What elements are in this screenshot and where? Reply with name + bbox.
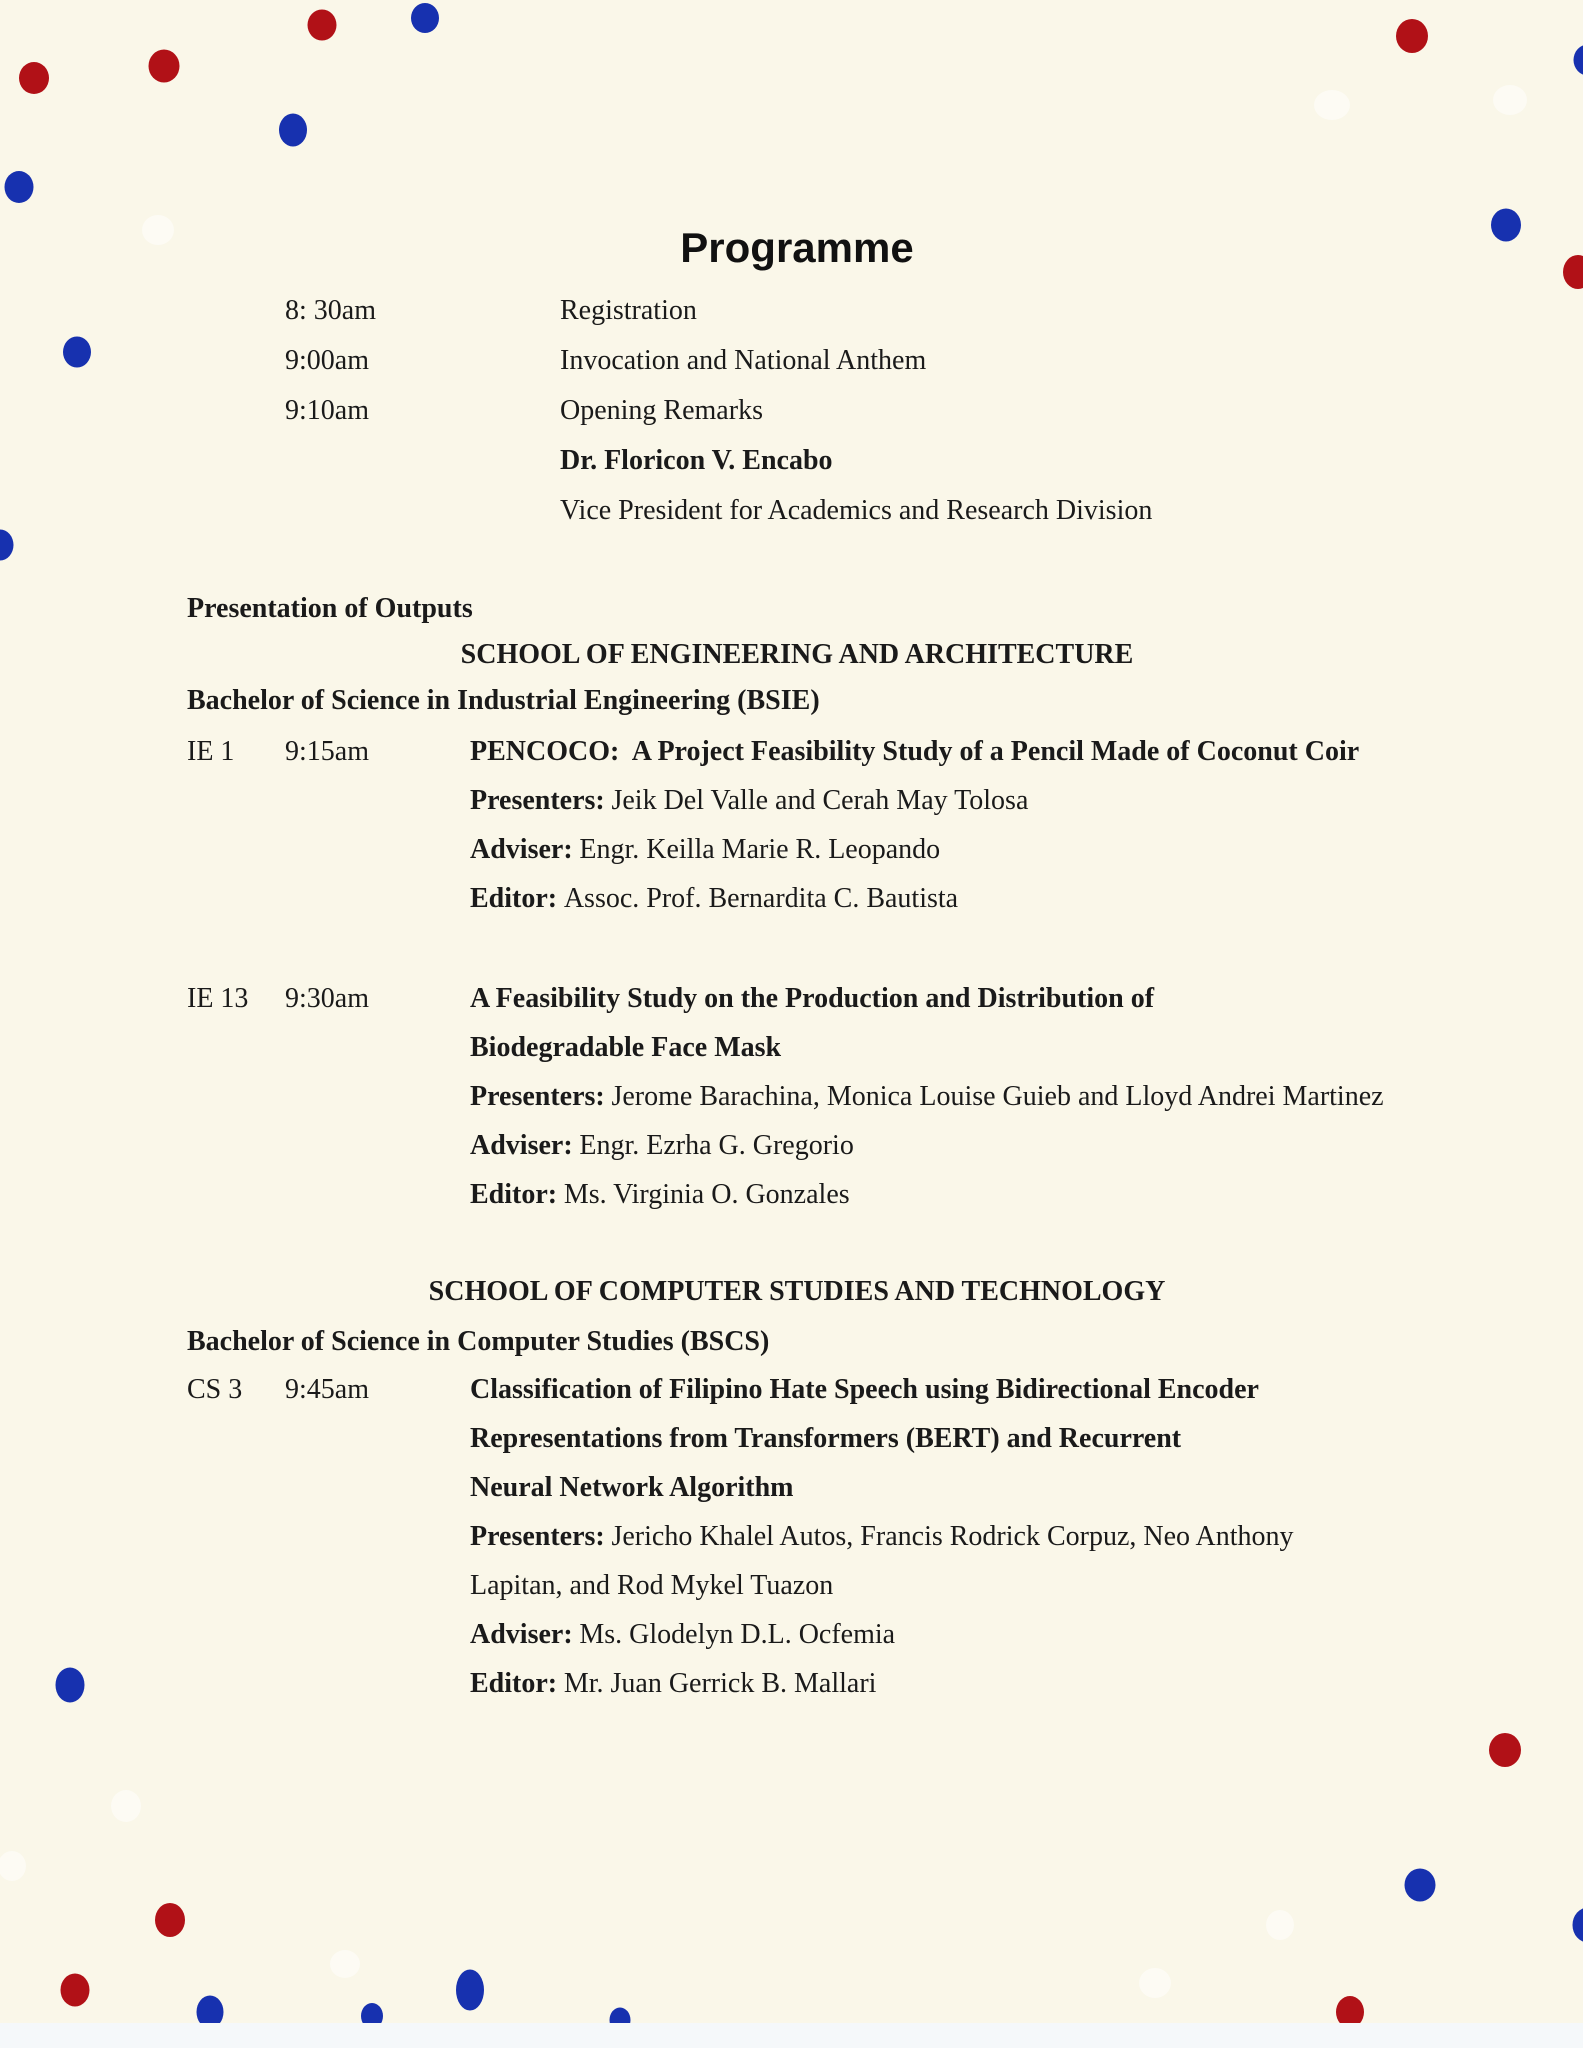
page-edge-band [0, 2023, 1583, 2048]
editor-label: Editor: [470, 1179, 558, 1210]
indent [187, 386, 285, 436]
entry-row [187, 974, 1517, 1023]
adviser-label: Adviser: [470, 1619, 573, 1650]
entry-time: 9:15am [285, 736, 369, 767]
indent [285, 1561, 470, 1610]
editor-value: Ms. Virginia O. Gonzales [563, 1179, 850, 1210]
indent [285, 1463, 470, 1512]
program-header-bsie: Bachelor of Science in Industrial Engineering (BSIE) [187, 685, 820, 716]
entry-row [187, 825, 1517, 874]
adviser-label: Adviser: [470, 834, 573, 865]
indent [187, 1170, 285, 1219]
desc-cell: Invocation and National Anthem [560, 345, 927, 376]
indent [187, 286, 285, 336]
indent [285, 1121, 470, 1170]
editor-line [470, 1170, 1517, 1219]
confetti-dot-red [149, 50, 180, 83]
entry-row [187, 1512, 1517, 1561]
indent [187, 874, 285, 923]
program-header-bscs: Bachelor of Science in Computer Studies (BSCS) [187, 1326, 770, 1357]
indent [187, 1561, 285, 1610]
indent [187, 1414, 285, 1463]
schedule-row [187, 286, 1517, 336]
presenters-value: Jericho Khalel Autos, Francis Rodrick Corpuz, Neo Anthony [611, 1521, 1294, 1552]
indent [187, 1512, 285, 1561]
editor-line [470, 874, 1517, 923]
adviser-value: Ms. Glodelyn D.L. Ocfemia [579, 1619, 896, 1650]
entry-row [187, 1072, 1517, 1121]
indent [285, 1610, 470, 1659]
page-title: Programme [680, 224, 914, 271]
confetti-dot-blue [63, 337, 91, 368]
entry-row [187, 1610, 1517, 1659]
confetti-dot-white [0, 1851, 26, 1881]
confetti-dot-blue [0, 530, 14, 561]
confetti-dot-red [1489, 1733, 1521, 1767]
confetti-dot-white [111, 1790, 141, 1822]
entry-row [187, 1463, 1517, 1512]
entry-title-line: Neural Network Algorithm [470, 1472, 794, 1503]
time-cell [285, 486, 560, 536]
entry-title-line: PENCOCO: A Project Feasibility Study of a Pencil Made of Coconut Coir [470, 736, 1360, 767]
presenters-line [470, 776, 1517, 825]
indent [285, 1512, 470, 1561]
presenters-value: Jerome Barachina, Monica Louise Guieb and Lloyd Andrei Martinez [611, 1081, 1384, 1112]
confetti-dot-red [1563, 255, 1583, 289]
entry-title-line: Classification of Filipino Hate Speech using Bidirectional Encoder [470, 1374, 1259, 1405]
confetti-dot-red [19, 62, 49, 94]
entry-row [187, 1561, 1517, 1610]
indent [285, 874, 470, 923]
indent [285, 825, 470, 874]
entry-ie13 [187, 974, 1517, 1219]
indent [187, 436, 285, 486]
confetti-dot-white [330, 1950, 360, 1978]
indent [187, 1121, 285, 1170]
editor-line [470, 1659, 1517, 1708]
editor-value: Assoc. Prof. Bernardita C. Bautista [563, 883, 959, 914]
entry-time: 9:45am [285, 1374, 369, 1405]
indent [187, 336, 285, 386]
confetti-dot-blue [1574, 45, 1583, 76]
adviser-line [470, 825, 1517, 874]
school-header-engineering: SCHOOL OF ENGINEERING AND ARCHITECTURE [460, 639, 1134, 670]
indent [187, 1023, 285, 1072]
schedule [187, 286, 1517, 536]
school-header-computer-studies: SCHOOL OF COMPUTER STUDIES AND TECHNOLOGY [428, 1276, 1166, 1307]
entry-row [187, 1023, 1517, 1072]
presenters-line [470, 1072, 1517, 1121]
editor-value: Mr. Juan Gerrick B. Mallari [563, 1668, 877, 1699]
indent [187, 1659, 285, 1708]
section-label: Presentation of Outputs [187, 593, 473, 624]
presenters-label: Presenters: [470, 1521, 605, 1552]
speaker-role: Vice President for Academics and Research Division [560, 495, 1153, 526]
indent [187, 1463, 285, 1512]
confetti-dot-white [1266, 1910, 1294, 1940]
confetti-dot-blue [456, 1970, 484, 2011]
indent [285, 1072, 470, 1121]
entry-cs3 [187, 1365, 1517, 1708]
time-cell: 9:10am [285, 395, 369, 426]
entry-code: CS 3 [187, 1374, 243, 1405]
time-cell [285, 436, 560, 486]
adviser-line [470, 1121, 1517, 1170]
adviser-value: Engr. Ezrha G. Gregorio [579, 1130, 854, 1161]
entry-code: IE 13 [187, 983, 249, 1014]
presenters-value: Jeik Del Valle and Cerah May Tolosa [611, 785, 1029, 816]
confetti-dot-white [142, 215, 174, 245]
presenters-line [470, 1512, 1517, 1561]
editor-label: Editor: [470, 1668, 558, 1699]
entry-row [187, 1121, 1517, 1170]
entry-row [187, 874, 1517, 923]
confetti-dot-blue [1573, 1908, 1583, 1943]
indent [285, 1023, 470, 1072]
entry-row [187, 1365, 1517, 1414]
entry-code: IE 1 [187, 736, 235, 767]
time-cell: 9:00am [285, 345, 369, 376]
indent [285, 1414, 470, 1463]
presenters-label: Presenters: [470, 785, 605, 816]
confetti-dot-blue [5, 171, 34, 203]
entry-row [187, 1659, 1517, 1708]
entry-title-line: A Feasibility Study on the Production and Distribution of [470, 983, 1155, 1014]
confetti-dot-red [61, 1974, 90, 2007]
indent [285, 776, 470, 825]
desc-cell: Opening Remarks [560, 395, 763, 426]
schedule-row [187, 436, 1517, 486]
confetti-dot-white [1139, 1968, 1171, 1998]
schedule-row [187, 486, 1517, 536]
speaker-name: Dr. Floricon V. Encabo [560, 445, 833, 476]
entry-row [187, 1414, 1517, 1463]
indent [187, 1072, 285, 1121]
entry-row [187, 1170, 1517, 1219]
entry-time: 9:30am [285, 983, 369, 1014]
confetti-dot-blue [56, 1668, 85, 1703]
confetti-dot-blue [1405, 1869, 1436, 1902]
presenters-continuation: Lapitan, and Rod Mykel Tuazon [470, 1570, 834, 1601]
adviser-label: Adviser: [470, 1130, 573, 1161]
indent [187, 776, 285, 825]
indent [187, 1610, 285, 1659]
confetti-dot-red [155, 1903, 185, 1937]
entry-row [187, 776, 1517, 825]
indent [187, 486, 285, 536]
entry-ie1 [187, 727, 1517, 923]
presenters-label: Presenters: [470, 1081, 605, 1112]
indent [285, 1659, 470, 1708]
indent [187, 825, 285, 874]
adviser-line [470, 1610, 1517, 1659]
entry-title-line: Biodegradable Face Mask [470, 1032, 782, 1063]
time-cell: 8: 30am [285, 295, 376, 326]
adviser-value: Engr. Keilla Marie R. Leopando [579, 834, 941, 865]
schedule-row [187, 386, 1517, 436]
schedule-row [187, 336, 1517, 386]
programme-content [187, 0, 1517, 1708]
indent [285, 1170, 470, 1219]
editor-label: Editor: [470, 883, 558, 914]
entry-title-line: Representations from Transformers (BERT) and Recurrent [470, 1423, 1182, 1454]
desc-cell: Registration [560, 295, 697, 326]
entry-row [187, 727, 1517, 776]
